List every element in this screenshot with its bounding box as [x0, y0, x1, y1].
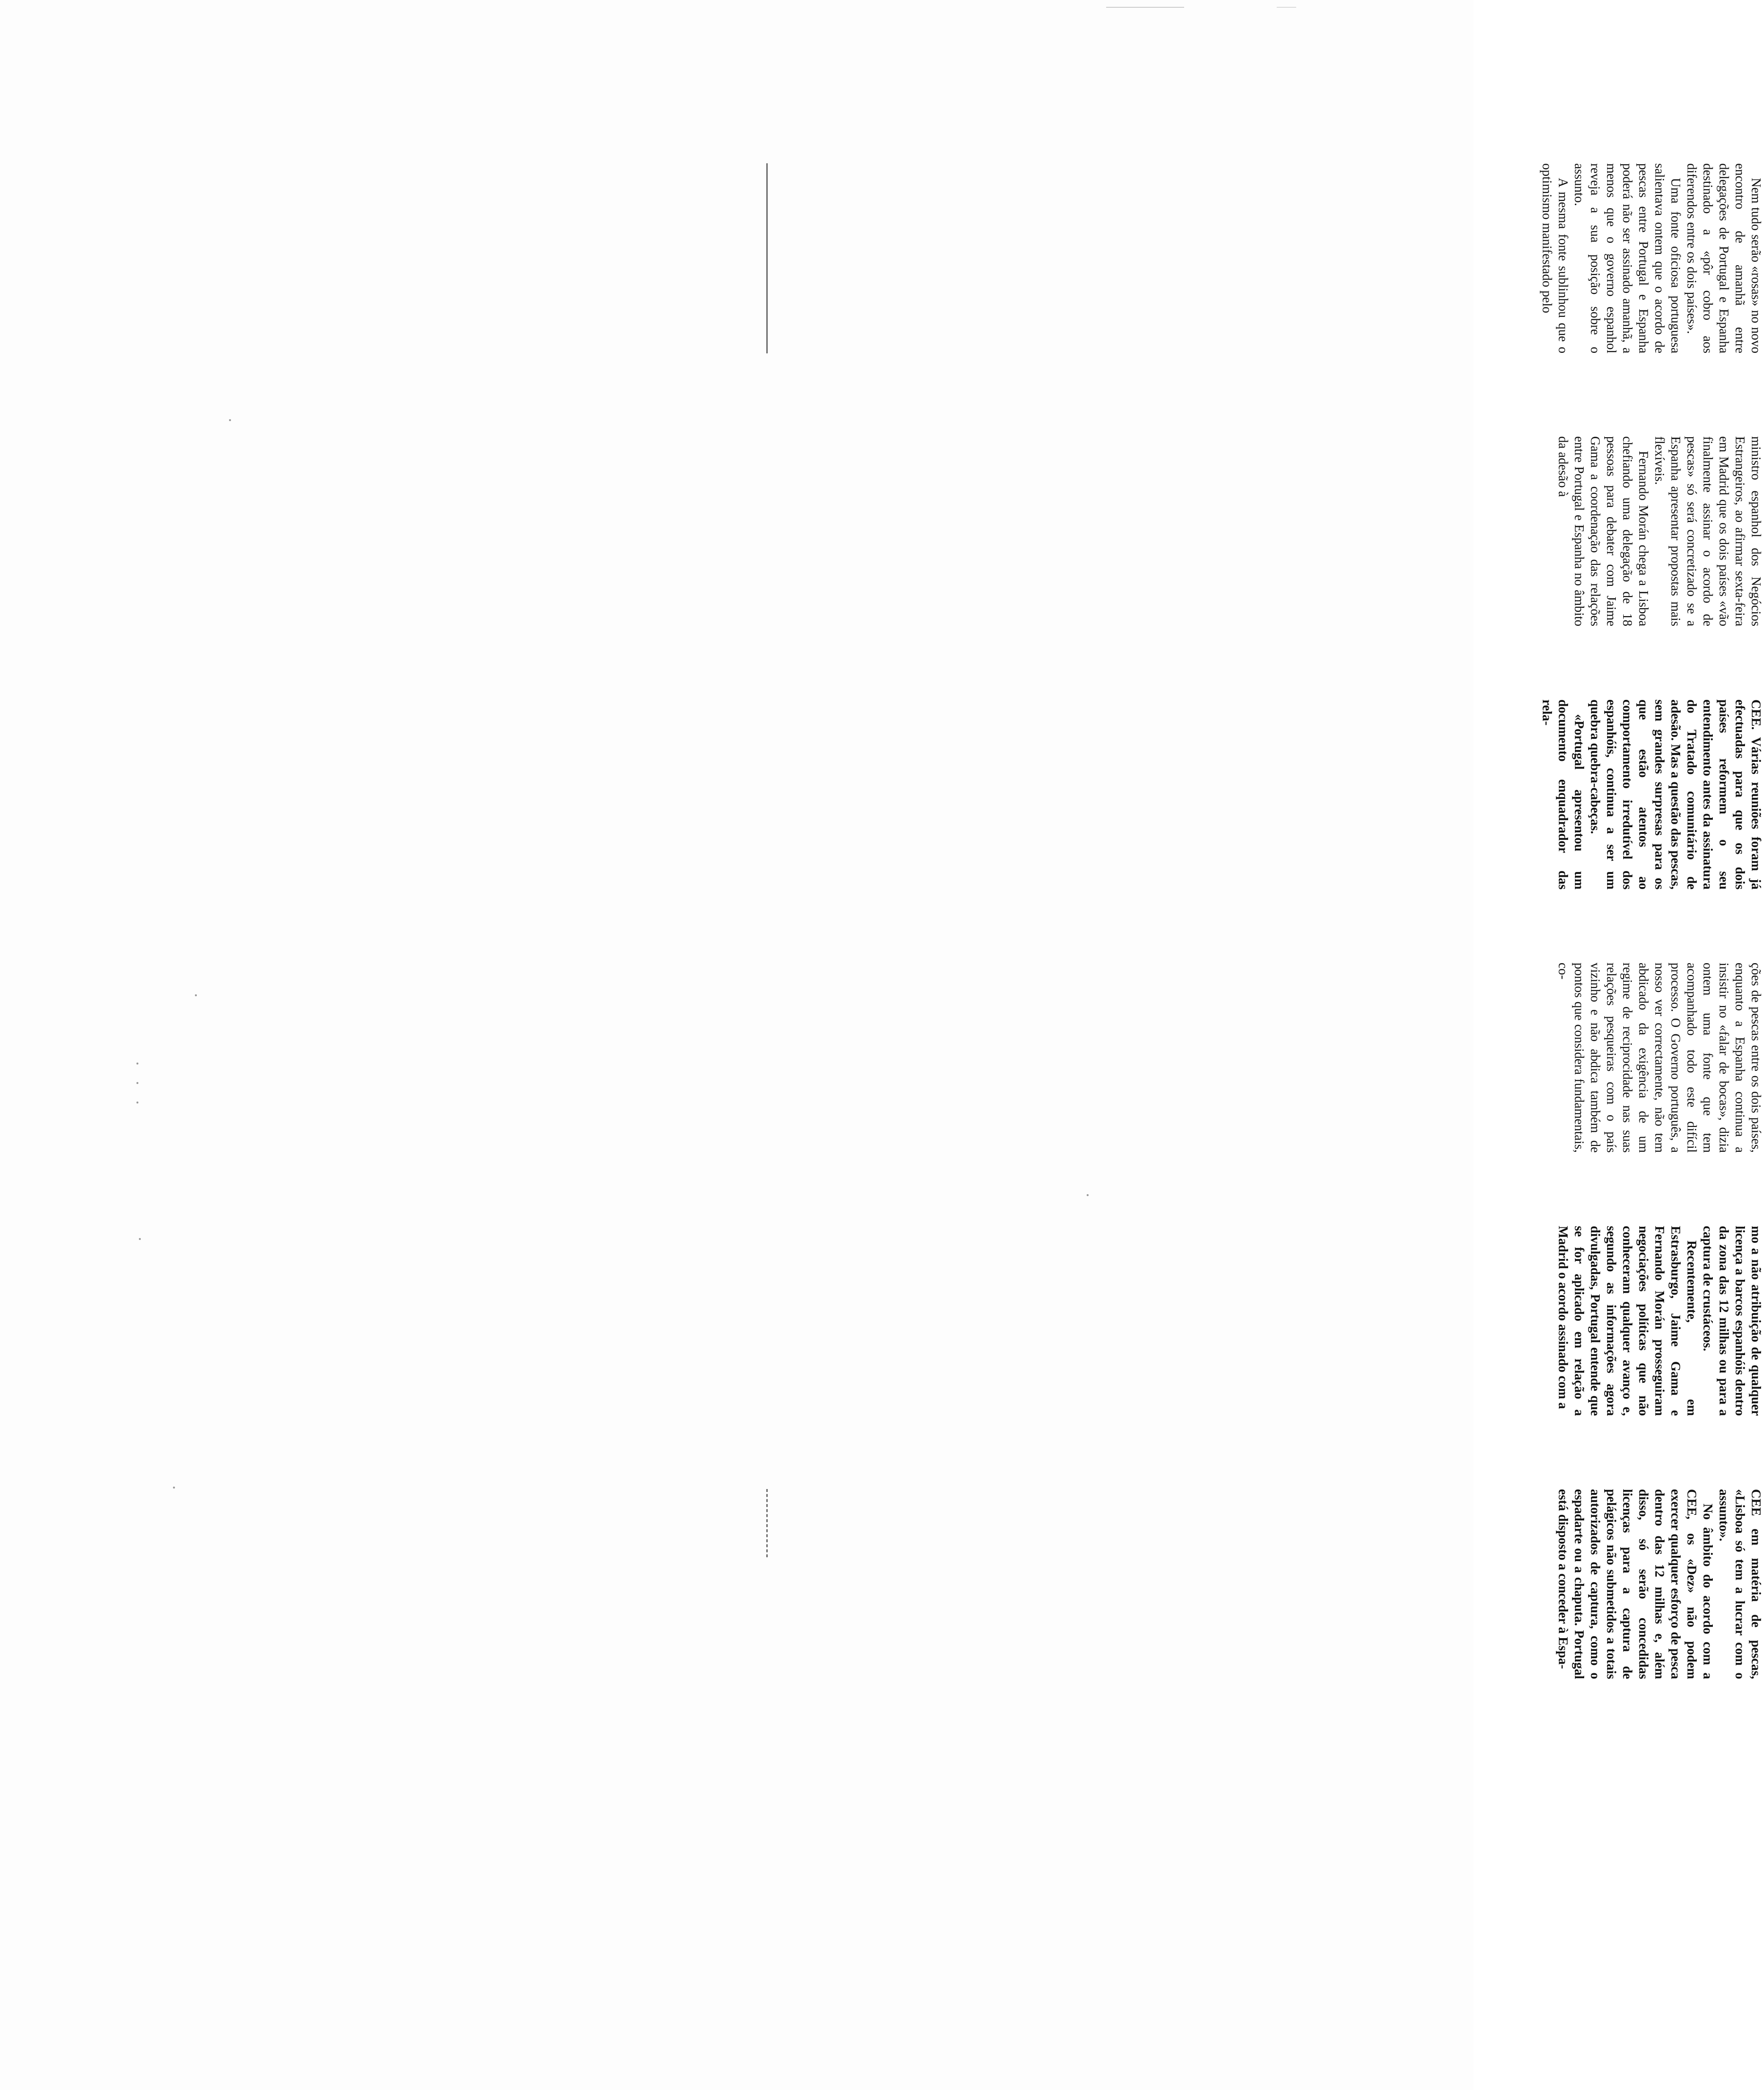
paragraph: ções de pescas entre os dois países, enquanto a Espanha continua a insistir no «falar de bocas», dizia ontem uma fonte que tem acompanhado todo este difícil processo. O Governo português, a nosso ver correctamente, não tem abdicado da exigência de um regime de reciprocidade nas suas relações pesqueiras com o país vizinho e não abdica também de pontos que considera fundamentais, co-	[1556, 963, 1764, 1153]
paragraph: CEE. Várias reuniões foram já efectuadas para que os dois países reformem o seu entendimento antes da assinatura do Tratado comunitário de adesão. Mas a questão das pescas, sem grandes surpresas para os que estão atentos ao comportamento irredutível dos espanhóis, continua a ser um quebra quebra-cabeças.	[1588, 699, 1764, 890]
scan-edge-mark	[1277, 7, 1296, 8]
paragraph: CEE em matéria de pescas, «Lisboa só tem a lucrar com o assunto».	[1717, 1489, 1764, 1679]
scan-edge-mark	[1106, 7, 1184, 8]
article-column-3	[1539, 699, 1764, 890]
paragraph: mo a não atribuição de qualquer licença a barcos espanhóis dentro da zona das 12 milhas ou para a captura de crustáceos.	[1701, 1226, 1764, 1416]
scan-speck	[173, 1487, 175, 1489]
article-column-2	[1555, 436, 1764, 626]
newspaper-clipping	[760, 163, 1764, 1786]
article-column-4	[1555, 963, 1764, 1153]
paragraph: Nem tudo serão «rosas» no novo encontro de amanhã entre delegações de Portugal e Espanha destinado a «pôr cobro aos diferendos entre os dois países».	[1685, 163, 1764, 353]
paragraph: Fernando Morán chega a Lisboa chefiando uma delegação de 18 pessoas para debater com Jaime Gama a coordenação das relações entre Portugal e Espanha no âmbito da adesão à	[1556, 436, 1651, 626]
scan-speck	[139, 1238, 141, 1240]
paragraph: Uma fonte oficiosa portuguesa salientava ontem que o acordo de pescas entre Portugal e Espanha poderá não ser assinado amanhã, a menos que o governo espanhol reveja a sua posição sobre o assunto.	[1572, 163, 1683, 353]
paragraph: No âmbito do acordo com a CEE, os «Dez» não podem exercer qualquer esforço de pesca dentro das 12 milhas e, além disso, só serão concedidas licenças para a captura de pelágicos não submetidos a totais autorizados de captura, como o espadarte ou a chaputa. Portugal está disposto a conceder à Espa-	[1556, 1489, 1715, 1679]
scan-speck	[136, 1082, 138, 1084]
paragraph: «Portugal apresentou um documento enquadrador das rela-	[1540, 699, 1587, 890]
rotated-article	[760, 163, 1764, 1786]
scan-speck	[136, 1102, 138, 1103]
paragraph: A mesma fonte sublinhou que o optimismo manifestado pelo	[1540, 163, 1571, 353]
scan-speck	[136, 1063, 138, 1064]
paragraph: Recentemente, em Estrasburgo, Jaime Gama e Fernando Morán prosseguiram negociações políticas que não conheceram qualquer avanço e, segundo as informações agora divulgadas, Portugal entende que se for aplicado em relação a Madrid o acordo assinado com a	[1556, 1226, 1699, 1416]
article-column-6	[1555, 1489, 1764, 1679]
paragraph: ministro espanhol dos Negócios Estrangeiros, ao afirmar sexta-feira em Madrid que os dois países «vão finalmente assinar o acordo de pescas» só será concretizado se a Espanha apresentar propostas mais flexíveis.	[1652, 436, 1764, 626]
article-column-5	[1555, 1226, 1764, 1416]
article-column-1	[1539, 163, 1764, 353]
scan-speck	[195, 994, 197, 996]
scan-speck	[229, 419, 231, 421]
